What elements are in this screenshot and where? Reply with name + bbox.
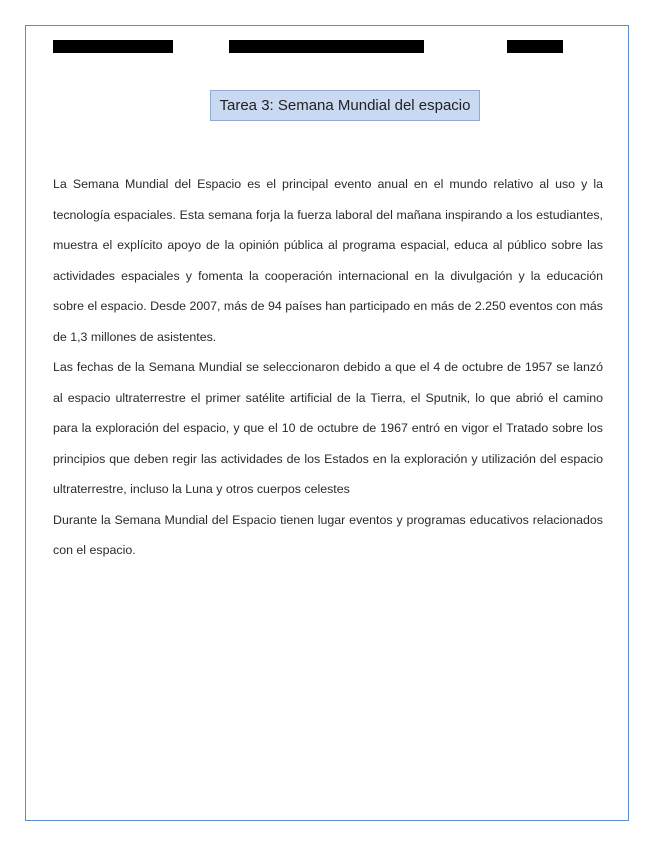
paragraph: La Semana Mundial del Espacio es el principal evento anual en el mundo relativo al uso y la tecnología espaciales. Esta semana forja la fuerza laboral del mañana inspirando a los estudiantes, muestra el explícito apoyo de la opinión pública al programa espacial, educa al público sobre las actividades espaciales y fomenta la cooperación internacional en la divulgación y la educación sobre el espacio. Desde 2007, más de 94 países han participado en más de 2.250 eventos con más de 1,3 millones de asistentes.: [53, 177, 603, 344]
page-title: [210, 90, 480, 121]
redacted-block: [507, 40, 563, 53]
paragraph: Las fechas de la Semana Mundial se seleccionaron debido a que el 4 de octubre de 1957 se lanzó al espacio ultraterrestre el primer satélite artificial de la Tierra, el Sputnik, lo que abrió el camino para la exploración del espacio, y que el 10 de octubre de 1967 entró en vigor el Tratado sobre los principios que deben regir las actividades de los Estados en la exploración y utilización del espacio ultraterrestre, incluso la Luna y otros cuerpos celestes: [53, 360, 603, 496]
page-title-text: Tarea 3: Semana Mundial del espacio: [219, 97, 471, 114]
redacted-block: [229, 40, 424, 53]
redacted-block: [53, 40, 173, 53]
body-text: [53, 169, 603, 566]
document-page: [25, 25, 629, 821]
paragraph: Durante la Semana Mundial del Espacio tienen lugar eventos y programas educativos relacionados con el espacio.: [53, 512, 603, 557]
